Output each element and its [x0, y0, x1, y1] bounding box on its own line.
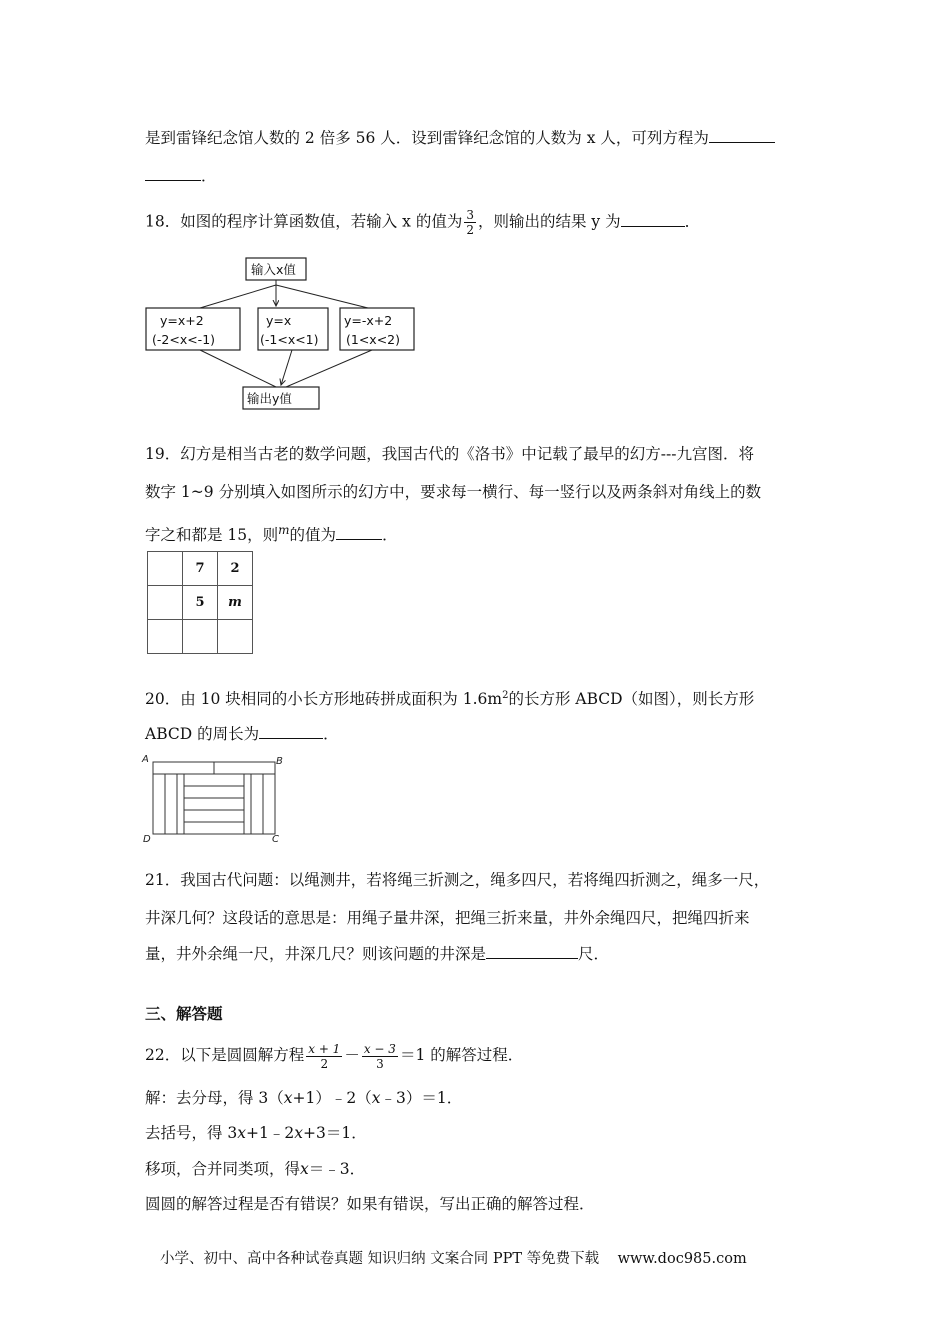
flow-input-label: 输入x值: [251, 262, 296, 277]
fraction-x-plus-1-over-2: $\frac{x + 1}{2}$: [308, 1041, 341, 1071]
answer-blank[interactable]: [145, 166, 201, 181]
flow-box-2-formula: y=x: [266, 313, 292, 328]
flow-box-3-range: (1<x<2): [346, 332, 401, 347]
magic-cell: 2: [218, 552, 253, 586]
q22-intro: 22．以下是圆圆解方程 $\frac{x + 1}{2}$ － $\frac{x - 3}{3}$ ＝1 的解答过程．: [145, 1041, 524, 1071]
magic-cell: 7: [183, 552, 218, 586]
q17-line2: ．: [145, 166, 217, 186]
q22-question: 圆圆的解答过程是否有错误？如果有错误，写出正确的解答过程．: [145, 1195, 595, 1213]
magic-cell: [148, 552, 183, 586]
answer-blank[interactable]: [486, 944, 578, 959]
magic-square: [147, 551, 253, 654]
q19-line3: 字之和都是 15，则$^m$的值为 ．: [145, 523, 398, 545]
flow-box-2-range: (-1<x<1): [260, 332, 319, 347]
vertex-label-a: A: [142, 754, 149, 765]
vertex-label-c: C: [272, 834, 279, 844]
answer-blank[interactable]: [621, 212, 685, 227]
magic-cell: m: [218, 586, 253, 620]
q22-step2: 去括号，得 3x+1﹣2x+3＝1．: [145, 1124, 367, 1142]
q19-line2: 数字 1~9 分别填入如图所示的幻方中，要求每一横行、每一竖行以及两条斜对角线上的数: [145, 483, 762, 501]
magic-cell: [148, 620, 183, 654]
q18-question: 18．如图的程序计算函数值，若输入 x 的值为 $\frac{3}{2}$ ，则输出的结果 y 为 ．: [145, 208, 701, 237]
q21-line1: 21．我国古代问题：以绳测井，若将绳三折测之，绳多四尺，若将绳四折测之，绳多一尺，: [145, 871, 770, 889]
q19-line1: 19．幻方是相当古老的数学问题，我国古代的《洛书》中记载了最早的幻方---九宫图．将: [145, 445, 754, 463]
q20-line1: 20．由 10 块相同的小长方形地砖拼成面积为 $1.6m^2$的长方形 ABCD（如图），则长方形: [145, 690, 755, 709]
fraction-x-minus-3-over-3: $\frac{x - 3}{3}$: [363, 1041, 396, 1071]
q21-line3: 量，井外余绳一尺，井深几尺？则该问题的井深是 尺．: [145, 945, 610, 963]
answer-blank[interactable]: [709, 128, 775, 143]
vertex-label-d: D: [143, 834, 151, 844]
vertex-label-b: B: [276, 756, 283, 767]
answer-blank[interactable]: [336, 525, 382, 540]
q17-line1: 是到雷锋纪念馆人数的 2 倍多 56 人．设到雷锋纪念馆的人数为 x 人，可列方程为: [145, 128, 775, 148]
q22-step3: 移项，合并同类项，得x＝﹣3．: [145, 1160, 366, 1178]
magic-cell: 5: [183, 586, 218, 620]
q22-step1: 解：去分母，得 3（x+1）﹣2（x﹣3）＝1．: [145, 1089, 463, 1107]
rectangle-tiling-figure: [140, 752, 290, 844]
flow-box-1-formula: y=x+2: [160, 313, 204, 328]
q20-line2: ABCD 的周长为 ．: [145, 725, 339, 743]
magic-cell: [183, 620, 218, 654]
q21-line2: 井深几何？这段话的意思是：用绳子量井深，把绳三折来量，井外余绳四尺，把绳四折来: [145, 909, 750, 927]
flow-output-label: 输出y值: [247, 391, 292, 406]
answer-blank[interactable]: [259, 724, 323, 739]
section-heading: 三、解答题: [145, 1005, 223, 1023]
magic-cell: [148, 586, 183, 620]
page-footer: 小学、初中、高中各种试卷真题 知识归纳 文案合同 PPT 等免费下载 www.doc985.com: [160, 1251, 747, 1267]
fraction-three-halves: $\frac{3}{2}$: [466, 208, 474, 237]
footer-site-link[interactable]: www.doc985.com: [617, 1251, 747, 1267]
flowchart: [140, 255, 430, 415]
magic-cell: [218, 620, 253, 654]
flow-box-3-formula: y=-x+2: [344, 313, 393, 328]
flow-box-1-range: (-2<x<-1): [152, 332, 216, 347]
